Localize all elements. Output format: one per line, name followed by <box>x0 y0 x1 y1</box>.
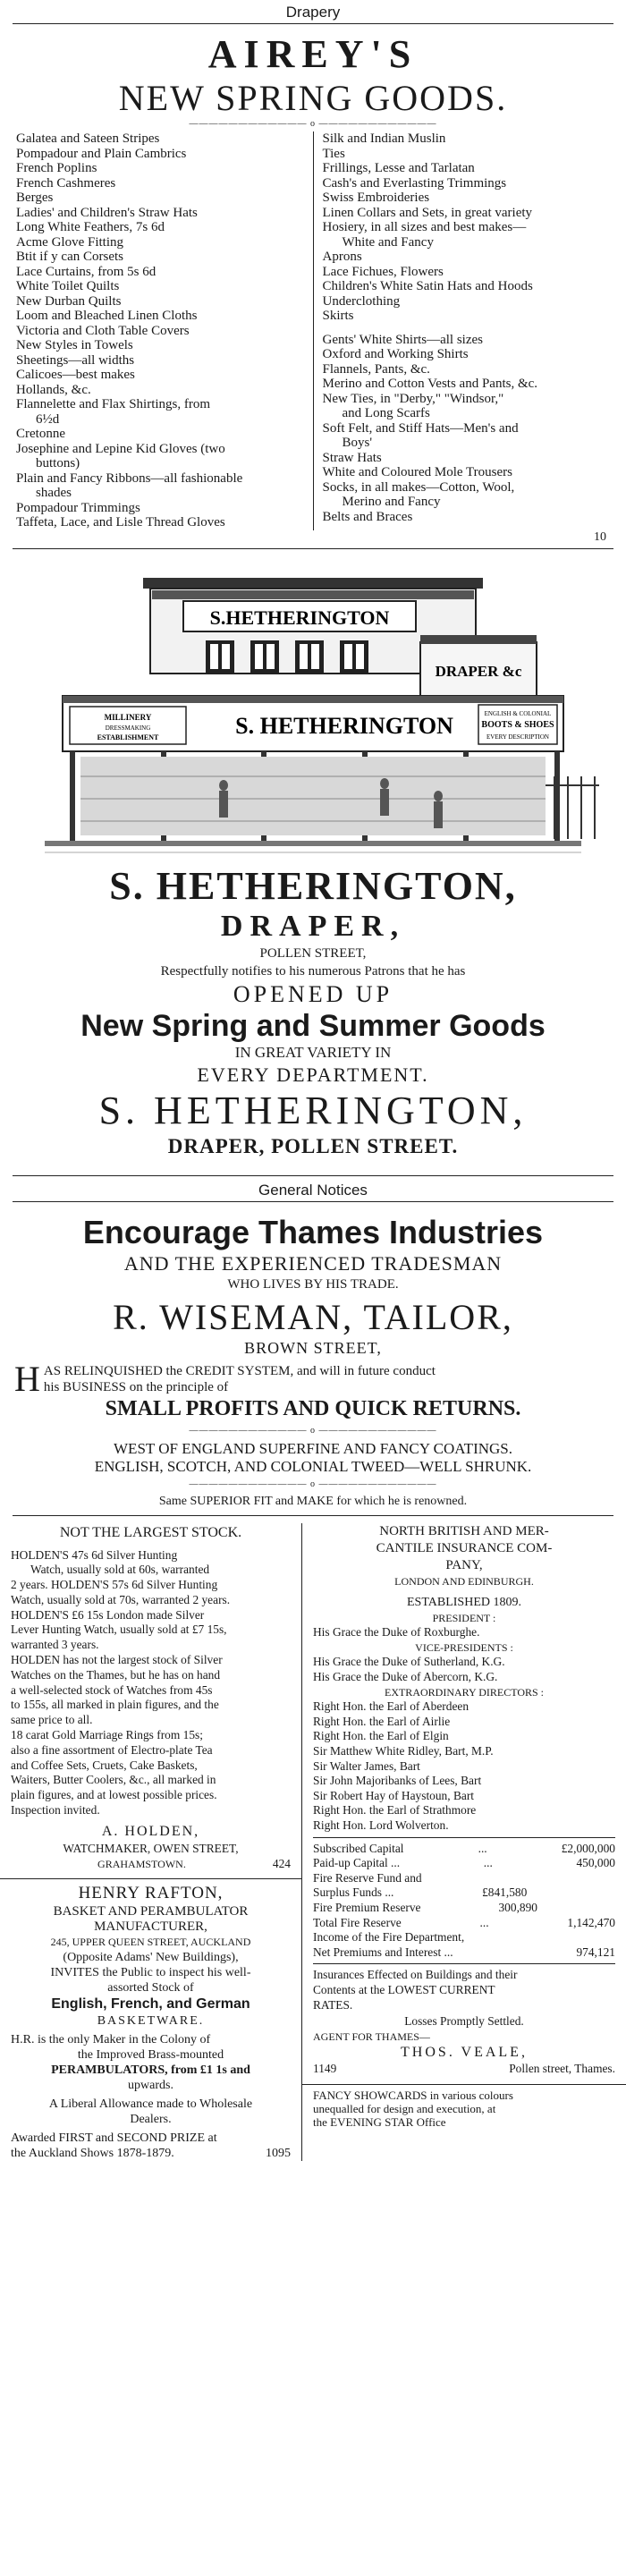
rafton-assorted: assorted Stock of <box>107 1981 194 1996</box>
airey-item: Josephine and Lepine Kid Gloves (two <box>16 441 225 456</box>
insurance-president-label: PRESIDENT : <box>432 1611 496 1624</box>
airey-item: Boys' <box>342 436 373 450</box>
section-header-drapery: Drapery <box>285 4 341 21</box>
holden-line: a well-selected stock of Watches from 45s <box>11 1682 213 1697</box>
wiseman-body-line: his BUSINESS on the principle of <box>43 1379 229 1394</box>
airey-item: Sheetings—all widths <box>16 352 135 368</box>
airey-item: and Long Scarfs <box>342 406 430 420</box>
svg-text:ENGLISH & COLONIAL: ENGLISH & COLONIAL <box>484 709 552 717</box>
airey-item: New Durban Quilts <box>16 293 122 309</box>
insurance-financial-row <box>313 1930 615 1945</box>
rafton-trade-2: MANUFACTURER, <box>94 1919 207 1935</box>
left-adverts <box>0 1523 302 2162</box>
divider <box>13 1201 613 1202</box>
divider <box>302 2084 626 2085</box>
airey-item: French Cashmeres <box>16 175 116 191</box>
holden-line: same price to all. <box>11 1713 93 1727</box>
ornament: ———————————— o ———————————— <box>189 1425 437 1436</box>
holden-address: WATCHMAKER, OWEN STREET, <box>63 1841 239 1855</box>
insurance-financial-mid: 300,890 <box>498 1900 538 1914</box>
insurance-director: Sir Matthew White Ridley, Bart, M.P. <box>313 1744 494 1758</box>
airey-item: White and Coloured Mole Trousers <box>322 465 512 479</box>
airey-item: Cretonne <box>16 427 65 441</box>
holden-line: to 155s, all marked in plain figures, and the <box>11 1698 219 1712</box>
airey-item: Lace Curtains, from 5s 6d <box>16 264 156 279</box>
insurance-financial-row <box>313 1856 615 1871</box>
airey-item: New Ties, in "Derby," "Windsor," <box>322 391 504 406</box>
holden-line: Inspection invited. <box>11 1803 100 1818</box>
showcards-line: unequalled for design and execution, at <box>313 2101 496 2115</box>
insurance-director: Sir John Majoribanks of Lees, Bart <box>313 1774 482 1788</box>
rafton-prams: PERAMBULATORS, from £1 1s and <box>51 2063 250 2078</box>
svg-text:EVERY DESCRIPTION: EVERY DESCRIPTION <box>486 733 549 741</box>
divider <box>13 1175 613 1176</box>
airey-item: Long White Feathers, 7s 6d <box>16 220 165 234</box>
drop-cap: H <box>14 1358 40 1399</box>
rafton-number: 1095 <box>266 2147 291 2161</box>
airey-item: Pompadour Trimmings <box>16 500 140 515</box>
airey-left-column <box>16 131 304 530</box>
insurance-financial-row <box>313 1916 615 1931</box>
insurance-financials <box>313 1842 615 1961</box>
airey-item: Belts and Braces <box>322 509 413 524</box>
showcards-advert <box>313 2089 615 2129</box>
rafton-award-footer <box>11 2146 291 2161</box>
airey-item: Silk and Indian Muslin <box>322 131 446 146</box>
insurance-director: Right Hon. the Earl of Strathmore <box>313 1803 477 1818</box>
ornament: ———————————— o ———————————— <box>189 119 437 129</box>
airey-item: Victoria and Cloth Table Covers <box>16 323 190 338</box>
airey-item-columns <box>0 131 626 530</box>
insurance-financial-row <box>313 1885 615 1901</box>
divider <box>13 1515 613 1516</box>
insurance-advert <box>313 1523 615 2077</box>
wiseman-coatings-1: WEST OF ENGLAND SUPERFINE AND FANCY COATINGS. <box>114 1439 512 1457</box>
rafton-award-2: the Auckland Shows 1878-1879. <box>11 2147 174 2161</box>
insurance-title-line: PANY, <box>445 1557 483 1572</box>
airey-item: shades <box>36 486 72 500</box>
holden-line: Watch, usually sold at 60s, warranted <box>30 1563 210 1577</box>
insurance-director: Right Hon. the Earl of Airlie <box>313 1714 451 1728</box>
wiseman-body <box>14 1358 612 1399</box>
holden-line: HOLDEN'S £6 15s London made Silver <box>11 1607 205 1622</box>
airey-item: Swiss Embroideries <box>322 191 430 205</box>
insurance-financial-val: 1,142,470 <box>567 1915 615 1929</box>
airey-item: Cash's and Everlasting Trimmings <box>322 175 507 191</box>
divider <box>0 1878 301 1879</box>
holden-line: plain figures, and at lowest possible prices. <box>11 1788 217 1802</box>
airey-item: Galatea and Sateen Stripes <box>16 131 160 146</box>
airey-item: Hollands, &c. <box>16 382 91 397</box>
hetherington-trade: DRAPER, <box>220 909 406 943</box>
svg-text:DRESSMAKING: DRESSMAKING <box>105 724 151 732</box>
wiseman-advert <box>0 1213 626 1510</box>
airey-item: French Poplins <box>16 161 97 175</box>
rafton-allowance-2: Dealers. <box>130 2113 172 2127</box>
airey-item: Linen Collars and Sets, in great variety <box>322 205 533 220</box>
holden-line: Waiters, Butter Coolers, &c., all marked in <box>11 1773 216 1787</box>
small-adverts <box>0 1523 626 2162</box>
airey-item: 6½d <box>36 411 60 427</box>
insurance-agent-street: Pollen street, Thames. <box>509 2062 615 2076</box>
airey-item: New Styles in Towels <box>16 338 133 352</box>
airey-headline: NEW SPRING GOODS. <box>118 78 508 118</box>
section-header-general: General Notices <box>258 1181 368 1199</box>
rafton-trade-1: BASKET AND PERAMBULATOR <box>53 1904 249 1919</box>
showcards-line: the EVENING STAR Office <box>313 2114 446 2129</box>
divider <box>313 1963 615 1964</box>
store-engraving <box>27 562 599 857</box>
wiseman-body-text <box>44 1363 612 1395</box>
airey-item: Aprons <box>322 250 362 264</box>
airey-item: Flannels, Pants, &c. <box>322 361 430 377</box>
airey-item: Ties <box>322 146 345 161</box>
showcards-line: FANCY SHOWCARDS in various colours <box>313 2088 513 2102</box>
airey-item: Oxford and Working Shirts <box>322 347 469 361</box>
holden-lines <box>11 1548 291 1818</box>
rafton-only-1: H.R. is the only Maker in the Colony of <box>11 2033 211 2047</box>
hetherington-advert <box>0 864 626 1159</box>
airey-item <box>323 324 611 333</box>
insurance-financial-label: Fire Reserve Fund and <box>313 1870 422 1885</box>
hetherington-notice: Respectfully notifies to his numerous Patrons that he has <box>160 963 466 979</box>
insurance-financial-val: 450,000 <box>576 1856 615 1870</box>
insurance-president: His Grace the Duke of Roxburghe. <box>313 1625 480 1640</box>
insurance-financial-label: Income of the Fire Department, <box>313 1930 465 1945</box>
divider <box>313 1837 615 1838</box>
insurance-financial-val: £2,000,000 <box>561 1841 615 1855</box>
right-adverts <box>302 1523 626 2162</box>
rafton-invites: INVITES the Public to inspect his well- <box>50 1966 251 1980</box>
airey-item: Pompadour and Plain Cambrics <box>16 146 187 161</box>
insurance-director: Right Hon. Lord Wolverton. <box>313 1818 449 1832</box>
svg-text:ESTABLISHMENT: ESTABLISHMENT <box>97 733 159 741</box>
airey-item: Taffeta, Lace, and Lisle Thread Gloves <box>16 515 225 530</box>
airey-item: Ladies' and Children's Straw Hats <box>16 205 198 220</box>
holden-line: 2 years. HOLDEN'S 57s 6d Silver Hunting <box>11 1578 218 1592</box>
holden-line: 18 carat Gold Marriage Rings from 15s; <box>11 1728 203 1742</box>
wiseman-name: R. WISEMAN, TAILOR, <box>113 1296 513 1337</box>
rafton-opposite: (Opposite Adams' New Buildings), <box>63 1951 239 1965</box>
insurance-losses: Losses Promptly Settled. <box>404 2014 524 2029</box>
insurance-financial-mid: ... <box>479 1915 489 1929</box>
wiseman-slogan: SMALL PROFITS AND QUICK RETURNS. <box>105 1396 521 1420</box>
insurance-directors <box>313 1699 615 1833</box>
rafton-award-1: Awarded FIRST and SECOND PRIZE at <box>11 2131 217 2146</box>
insurance-financial-row <box>313 1871 615 1886</box>
insurance-financial-label: Surplus Funds ... <box>313 1885 394 1900</box>
holden-town: GRAHAMSTOWN. <box>97 1857 186 1870</box>
hetherington-street: POLLEN STREET, <box>259 945 367 961</box>
insurance-financial-label: Subscribed Capital <box>313 1841 404 1855</box>
airey-right-column <box>323 131 611 530</box>
insurance-vp-label: VICE-PRESIDENTS : <box>415 1640 513 1654</box>
insurance-vice-president: His Grace the Duke of Sutherland, K.G. <box>313 1655 505 1669</box>
insurance-director: Right Hon. the Earl of Aberdeen <box>313 1699 470 1714</box>
wiseman-street: BROWN STREET, <box>244 1338 382 1357</box>
insurance-financial-mid: ... <box>478 1841 487 1855</box>
divider <box>13 548 613 549</box>
holden-line: and Coffee Sets, Cruets, Cake Baskets, <box>11 1758 198 1772</box>
airey-item: Btit if y can Corsets <box>16 250 123 264</box>
airey-item: Straw Hats <box>322 450 382 465</box>
insurance-effected-1: Insurances Effected on Buildings and their <box>313 1968 518 1982</box>
airey-item: Soft Felt, and Stiff Hats—Men's and <box>322 420 519 436</box>
holden-line: HOLDEN'S 47s 6d Silver Hunting <box>11 1547 178 1562</box>
insurance-title <box>313 1523 615 1574</box>
rafton-allowance-1: A Liberal Allowance made to Wholesale <box>48 2097 253 2112</box>
insurance-financial-row <box>313 1945 615 1961</box>
sign-top: S.HETHERINGTON <box>209 606 390 629</box>
insurance-vice-presidents <box>313 1655 615 1684</box>
airey-item: Lace Fichues, Flowers <box>322 264 444 279</box>
airey-item: Socks, in all makes—Cotton, Wool, <box>322 479 515 495</box>
insurance-title-line: NORTH BRITISH AND MER- <box>379 1523 549 1538</box>
insurance-cities: LONDON AND EDINBURGH. <box>394 1574 534 1588</box>
storefront-illustration <box>27 562 599 857</box>
holden-title: NOT THE LARGEST STOCK. <box>59 1524 242 1540</box>
insurance-director: Sir Robert Hay of Haystoun, Bart <box>313 1788 475 1802</box>
wiseman-sub-1: AND THE EXPERIENCED TRADESMAN <box>123 1251 503 1275</box>
airey-item: White and Fancy <box>342 234 434 250</box>
insurance-financial-row <box>313 1842 615 1857</box>
insurance-established: ESTABLISHED 1809. <box>407 1596 521 1610</box>
rafton-only-2: the Improved Brass-mounted <box>77 2048 224 2063</box>
insurance-effected-3: RATES. <box>313 1997 353 2012</box>
hetherington-footer: DRAPER, POLLEN STREET. <box>167 1134 459 1157</box>
airey-item: Frillings, Lesse and Tarlatan <box>322 161 475 175</box>
rafton-upwards: upwards. <box>128 2079 173 2093</box>
airey-advert <box>0 31 626 545</box>
insurance-financial-row <box>313 1901 615 1916</box>
insurance-number: 1149 <box>313 2062 337 2076</box>
insurance-effected-2: Contents at the LOWEST CURRENT <box>313 1982 495 1996</box>
hetherington-name-2: S. HETHERINGTON, <box>98 1088 528 1132</box>
ornament: ———————————— o ———————————— <box>189 1479 437 1489</box>
airey-name: AIREY'S <box>207 32 419 76</box>
airey-item: Acme Glove Fitting <box>16 234 123 250</box>
insurance-agent: THOS. VEALE, <box>401 2045 528 2061</box>
hetherington-goods: New Spring and Summer Goods <box>80 1008 546 1043</box>
insurance-financial-val: 974,121 <box>576 1945 615 1959</box>
wiseman-headline: Encourage Thames Industries <box>82 1213 544 1250</box>
airey-item: Loom and Bleached Linen Cloths <box>16 309 198 323</box>
airey-item: Merino and Fancy <box>342 495 441 509</box>
holden-line: also a fine assortment of Electro-plate Tea <box>11 1742 213 1757</box>
wiseman-body-line: AS RELINQUISHED the CREDIT SYSTEM, and will in future conduct <box>43 1363 436 1378</box>
insurance-director: Right Hon. the Earl of Elgin <box>313 1729 449 1743</box>
svg-text:BOOTS & SHOES: BOOTS & SHOES <box>481 719 554 730</box>
holden-advert <box>11 1523 291 1872</box>
airey-item: buttons) <box>36 456 80 470</box>
airey-item: Skirts <box>322 309 354 323</box>
insurance-director: Sir Walter James, Bart <box>313 1758 420 1773</box>
holden-number: 424 <box>272 1856 291 1870</box>
airey-item: Merino and Cotton Vests and Pants, &c. <box>322 377 538 391</box>
airey-item: Children's White Satin Hats and Hoods <box>322 279 533 293</box>
insurance-vice-president: His Grace the Duke of Abercorn, K.G. <box>313 1670 498 1684</box>
insurance-financial-label: Total Fire Reserve <box>313 1915 402 1929</box>
airey-item: Berges <box>16 191 54 205</box>
hetherington-name: S. HETHERINGTON, <box>109 863 517 908</box>
insurance-financial-label: Net Premiums and Interest ... <box>313 1945 453 1959</box>
wiseman-coatings-2: ENGLISH, SCOTCH, AND COLONIAL TWEED—WELL SHRUNK. <box>94 1457 532 1475</box>
airey-number: 10 <box>594 530 606 544</box>
hetherington-dept: EVERY DEPARTMENT. <box>197 1063 429 1086</box>
insurance-agent-footer <box>313 2062 615 2077</box>
airey-item: Flannelette and Flax Shirtings, from <box>16 397 211 411</box>
svg-text:MILLINERY: MILLINERY <box>104 712 152 722</box>
divider <box>13 23 613 24</box>
insurance-financial-label: Paid-up Capital ... <box>313 1856 401 1870</box>
holden-footer <box>11 1857 291 1872</box>
insurance-directors-label: EXTRAORDINARY DIRECTORS : <box>384 1685 544 1699</box>
insurance-agent-label: AGENT FOR THAMES— <box>313 2029 430 2043</box>
rafton-address: 245, UPPER QUEEN STREET, AUCKLAND <box>50 1936 251 1949</box>
wiseman-fit: Same SUPERIOR FIT and MAKE for which he is renowned. <box>158 1494 468 1508</box>
insurance-title-line: CANTILE INSURANCE COM- <box>376 1540 553 1555</box>
sign-main: S. HETHERINGTON <box>235 712 453 739</box>
insurance-financial-mid: ... <box>483 1856 493 1870</box>
insurance-financial-label: Fire Premium Reserve <box>313 1900 421 1914</box>
holden-line: warranted 3 years. <box>11 1638 99 1652</box>
holden-line: Watch, usually sold at 70s, warranted 2 years. <box>11 1592 231 1606</box>
insurance-financial-mid: £841,580 <box>482 1885 528 1900</box>
holden-name: A. HOLDEN, <box>101 1823 200 1839</box>
airey-item: Plain and Fancy Ribbons—all fashionable <box>16 470 243 486</box>
airey-item: Calicoes—best makes <box>16 368 135 382</box>
rafton-wares: English, French, and German <box>51 1996 250 2012</box>
airey-item: White Toilet Quilts <box>16 279 120 293</box>
holden-line: Watches on the Thames, but he has on hand <box>11 1667 221 1682</box>
rafton-name: HENRY RAFTON, <box>78 1884 224 1903</box>
rafton-basketware: BASKETWARE. <box>97 2014 205 2029</box>
column-divider <box>313 131 314 530</box>
holden-line: Lever Hunting Watch, usually sold at £7 15s, <box>11 1623 227 1637</box>
rafton-advert <box>11 1883 291 2161</box>
holden-line: HOLDEN has not the largest stock of Silver <box>11 1653 223 1667</box>
hetherington-variety: IN GREAT VARIETY IN <box>234 1043 392 1061</box>
airey-item: Underclothing <box>322 293 401 309</box>
sign-draper: DRAPER &c <box>435 662 522 680</box>
airey-item: Hosiery, in all sizes and best makes— <box>322 220 527 234</box>
wiseman-sub-2: WHO LIVES BY HIS TRADE. <box>227 1276 399 1292</box>
airey-item: Gents' White Shirts—all sizes <box>322 332 483 347</box>
hetherington-opened: OPENED UP <box>233 980 393 1007</box>
